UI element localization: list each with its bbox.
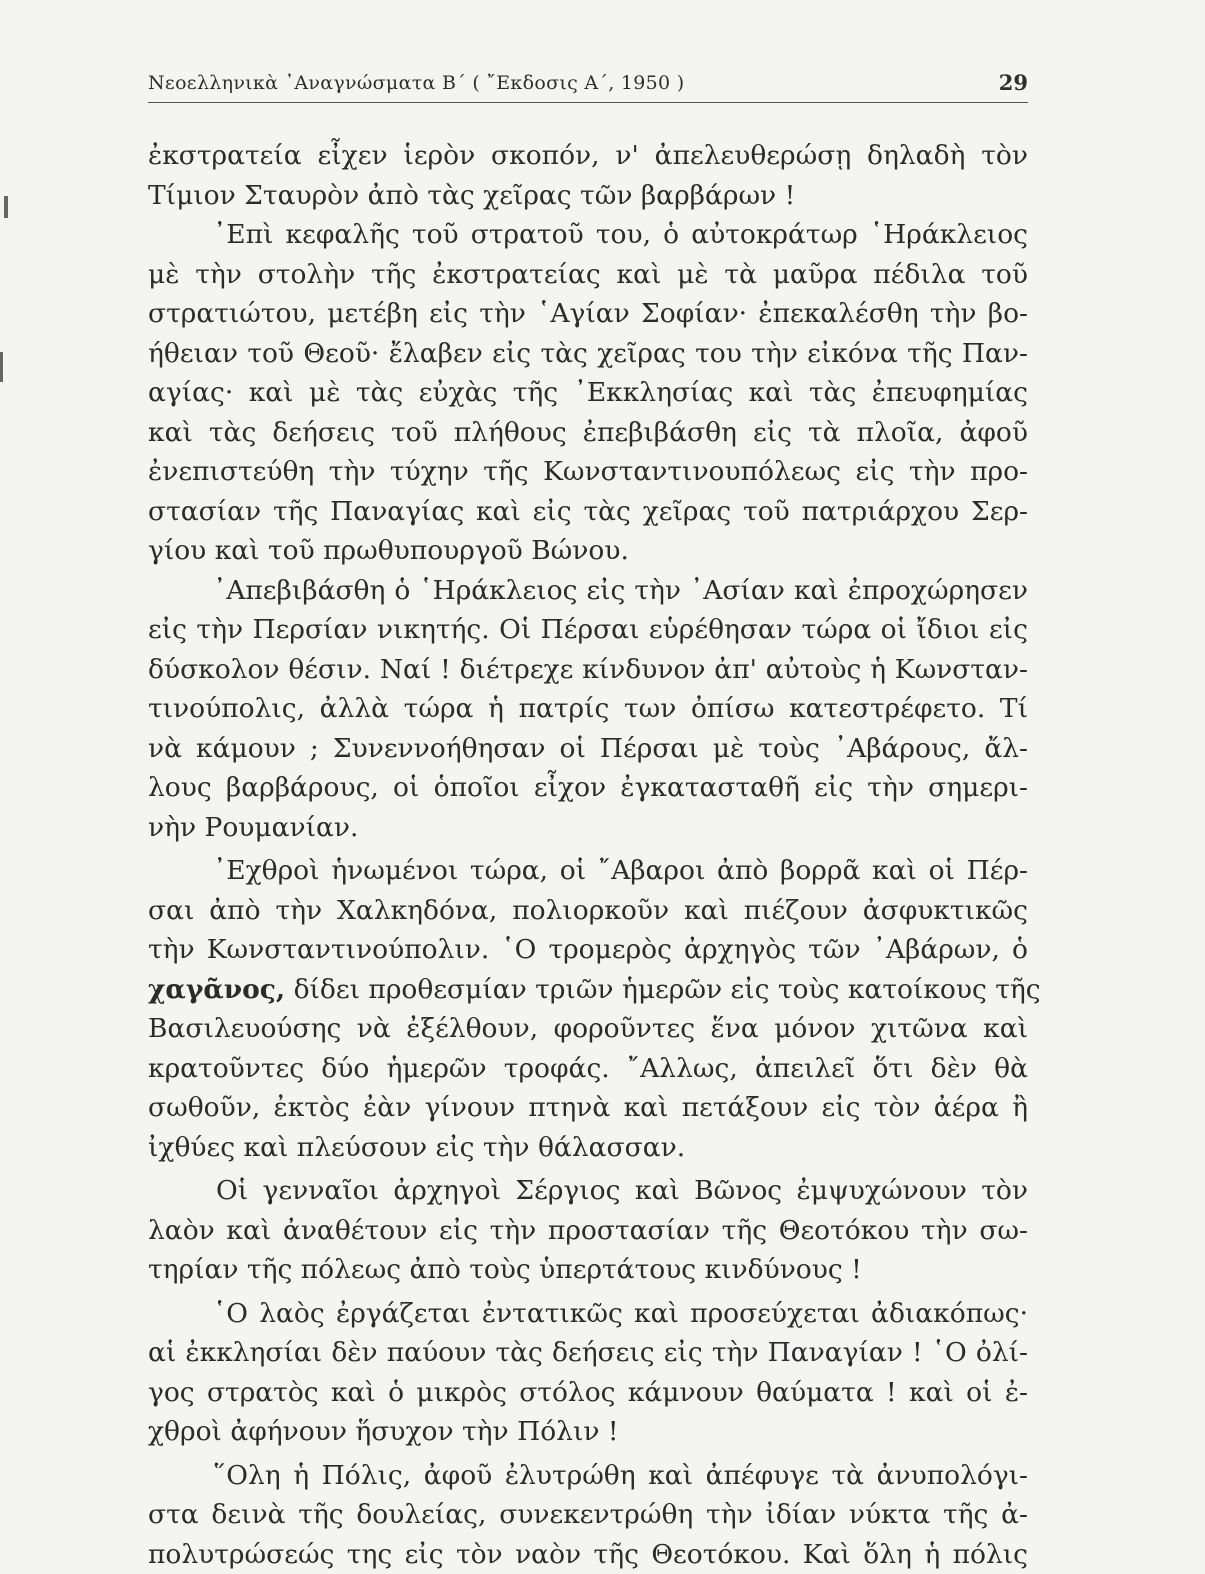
text-line: μὲ τὴν στολὴν τῆς ἐκστρατείας καὶ μὲ τὰ μαῦρα πέδιλα τοῦ (148, 255, 1028, 295)
text-line-rest: δίδει προθεσμίαν τριῶν ἡμερῶν εἰς τοὺς κατοίκους τῆς (294, 974, 1041, 1005)
text-line: ᾿Απεβιβάσθη ὁ ῾Ηράκλειος εἰς τὴν ᾿Ασίαν καὶ ἐπροχώρησεν (148, 571, 1028, 611)
text-line: Βασιλευούσης νὰ ἐξέλθουν, φοροῦντες ἕνα μόνον χιτῶνα καὶ (148, 1009, 1028, 1049)
page-number: 29 (999, 70, 1028, 95)
header-title: Νεοελληνικὰ ᾿Αναγνώσματα Β΄ ( ῎Εκδοσις Α΄, 1950 ) (148, 72, 684, 94)
scan-mark (0, 352, 3, 382)
text-line: ᾿Επὶ κεφαλῆς τοῦ στρατοῦ του, ὁ αὐτοκράτωρ ῾Ηράκλειος (148, 215, 1028, 255)
text-line: καὶ τὰς δεήσεις τοῦ πλήθους ἐπεβιβάσθη εἰς τὰ πλοῖα, ἀφοῦ (148, 413, 1028, 453)
text-line: ῞Ολη ἡ Πόλις, ἀφοῦ ἐλυτρώθη καὶ ἀπέφυγε τὰ ἀνυπολόγι- (148, 1456, 1028, 1496)
text-line: εἰς τὴν Περσίαν νικητής. Οἱ Πέρσαι εὑρέθησαν τώρα οἱ ἴδιοι εἰς (148, 610, 1028, 650)
text-line: Οἱ γενναῖοι ἀρχηγοὶ Σέργιος καὶ Βῶνος ἐμψυχώνουν τὸν (148, 1171, 1028, 1211)
text-line: ᾿Εχθροὶ ἡνωμένοι τώρα, οἱ ῎Αβαροι ἀπὸ βορρᾶ καὶ οἱ Πέρ- (148, 851, 1028, 891)
text-line: δύσκολον θέσιν. Ναί ! διέτρεχε κίνδυνον ἀπ' αὐτοὺς ἡ Κωνσταν- (148, 650, 1028, 690)
text-line: τινούπολις, ἀλλὰ τώρα ἡ πατρίς των ὀπίσω κατεστρέφετο. Τί (148, 689, 1028, 729)
running-header (148, 68, 1028, 103)
text-line (148, 970, 1028, 1010)
text-line: ῾Ο λαὸς ἐργάζεται ἐντατικῶς καὶ προσεύχεται ἀδιακόπως· (148, 1294, 1028, 1334)
text-line: σωθοῦν, ἐκτὸς ἐὰν γίνουν πτηνὰ καὶ πετάξουν εἰς τὸν ἀέρα ἢ (148, 1088, 1028, 1128)
text-line: στρατιώτου, μετέβη εἰς τὴν ῾Αγίαν Σοφίαν· ἐπεκαλέσθη τὴν βο- (148, 294, 1028, 334)
text-line: νὴν Ρουμανίαν. (148, 808, 1028, 848)
body-text (148, 136, 1028, 1574)
text-line: πολυτρώσεώς της εἰς τὸν ναὸν τῆς Θεοτόκου. Καὶ ὅλη ἡ πόλις (148, 1535, 1028, 1574)
text-line: τὴν Κωνσταντινούπολιν. ῾Ο τρομερὸς ἀρχηγὸς τῶν ᾿Αβάρων, ὁ (148, 930, 1028, 970)
text-line: χθροὶ ἀφήνουν ἥσυχον τὴν Πόλιν ! (148, 1412, 1028, 1452)
text-line: νὰ κάμουν ; Συνεννοήθησαν οἱ Πέρσαι μὲ τοὺς ᾿Αβάρους, ἄλ- (148, 729, 1028, 769)
text-line: κρατοῦντες δύο ἡμερῶν τροφάς. ῎Αλλως, ἀπειλεῖ ὅτι δὲν θὰ (148, 1049, 1028, 1089)
text-line: Τίμιον Σταυρὸν ἀπὸ τὰς χεῖρας τῶν βαρβάρων ! (148, 176, 1028, 216)
text-line: ἰχθύες καὶ πλεύσουν εἰς τὴν θάλασσαν. (148, 1128, 1028, 1168)
text-line: ήθειαν τοῦ Θεοῦ· ἔλαβεν εἰς τὰς χεῖρας του τὴν εἰκόνα τῆς Παν- (148, 334, 1028, 374)
bold-term: χαγᾶνος, (148, 974, 285, 1005)
text-line: ἐκστρατεία εἶχεν ἱερὸν σκοπόν, ν' ἀπελευθερώσῃ δηλαδὴ τὸν (148, 136, 1028, 176)
text-line: γίου καὶ τοῦ πρωθυπουργοῦ Βώνου. (148, 531, 1028, 571)
text-line: αἱ ἐκκλησίαι δὲν παύουν τὰς δεήσεις εἰς τὴν Παναγίαν ! ῾Ο ὀλί- (148, 1333, 1028, 1373)
text-line: ἐνεπιστεύθη τὴν τύχην τῆς Κωνσταντινουπόλεως εἰς τὴν προ- (148, 452, 1028, 492)
text-line: γος στρατὸς καὶ ὁ μικρὸς στόλος κάμνουν θαύματα ! καὶ οἱ ἐ- (148, 1373, 1028, 1413)
text-line: λους βαρβάρους, οἱ ὁποῖοι εἶχον ἐγκατασταθῆ εἰς τὴν σημερι- (148, 768, 1028, 808)
text-line: στασίαν τῆς Παναγίας καὶ εἰς τὰς χεῖρας τοῦ πατριάρχου Σερ- (148, 492, 1028, 532)
text-line: σαι ἀπὸ τὴν Χαλκηδόνα, πολιορκοῦν καὶ πιέζουν ἀσφυκτικῶς (148, 891, 1028, 931)
text-line: τηρίαν τῆς πόλεως ἀπὸ τοὺς ὑπερτάτους κινδύνους ! (148, 1250, 1028, 1290)
text-line: αγίας· καὶ μὲ τὰς εὐχὰς τῆς ᾿Εκκλησίας καὶ τὰς ἐπευφημίας (148, 373, 1028, 413)
text-line: στα δεινὰ τῆς δουλείας, συνεκεντρώθη τὴν ἰδίαν νύκτα τῆς ἀ- (148, 1495, 1028, 1535)
scan-mark (4, 196, 8, 218)
text-line: λαὸν καὶ ἀναθέτουν εἰς τὴν προστασίαν τῆς Θεοτόκου τὴν σω- (148, 1211, 1028, 1251)
